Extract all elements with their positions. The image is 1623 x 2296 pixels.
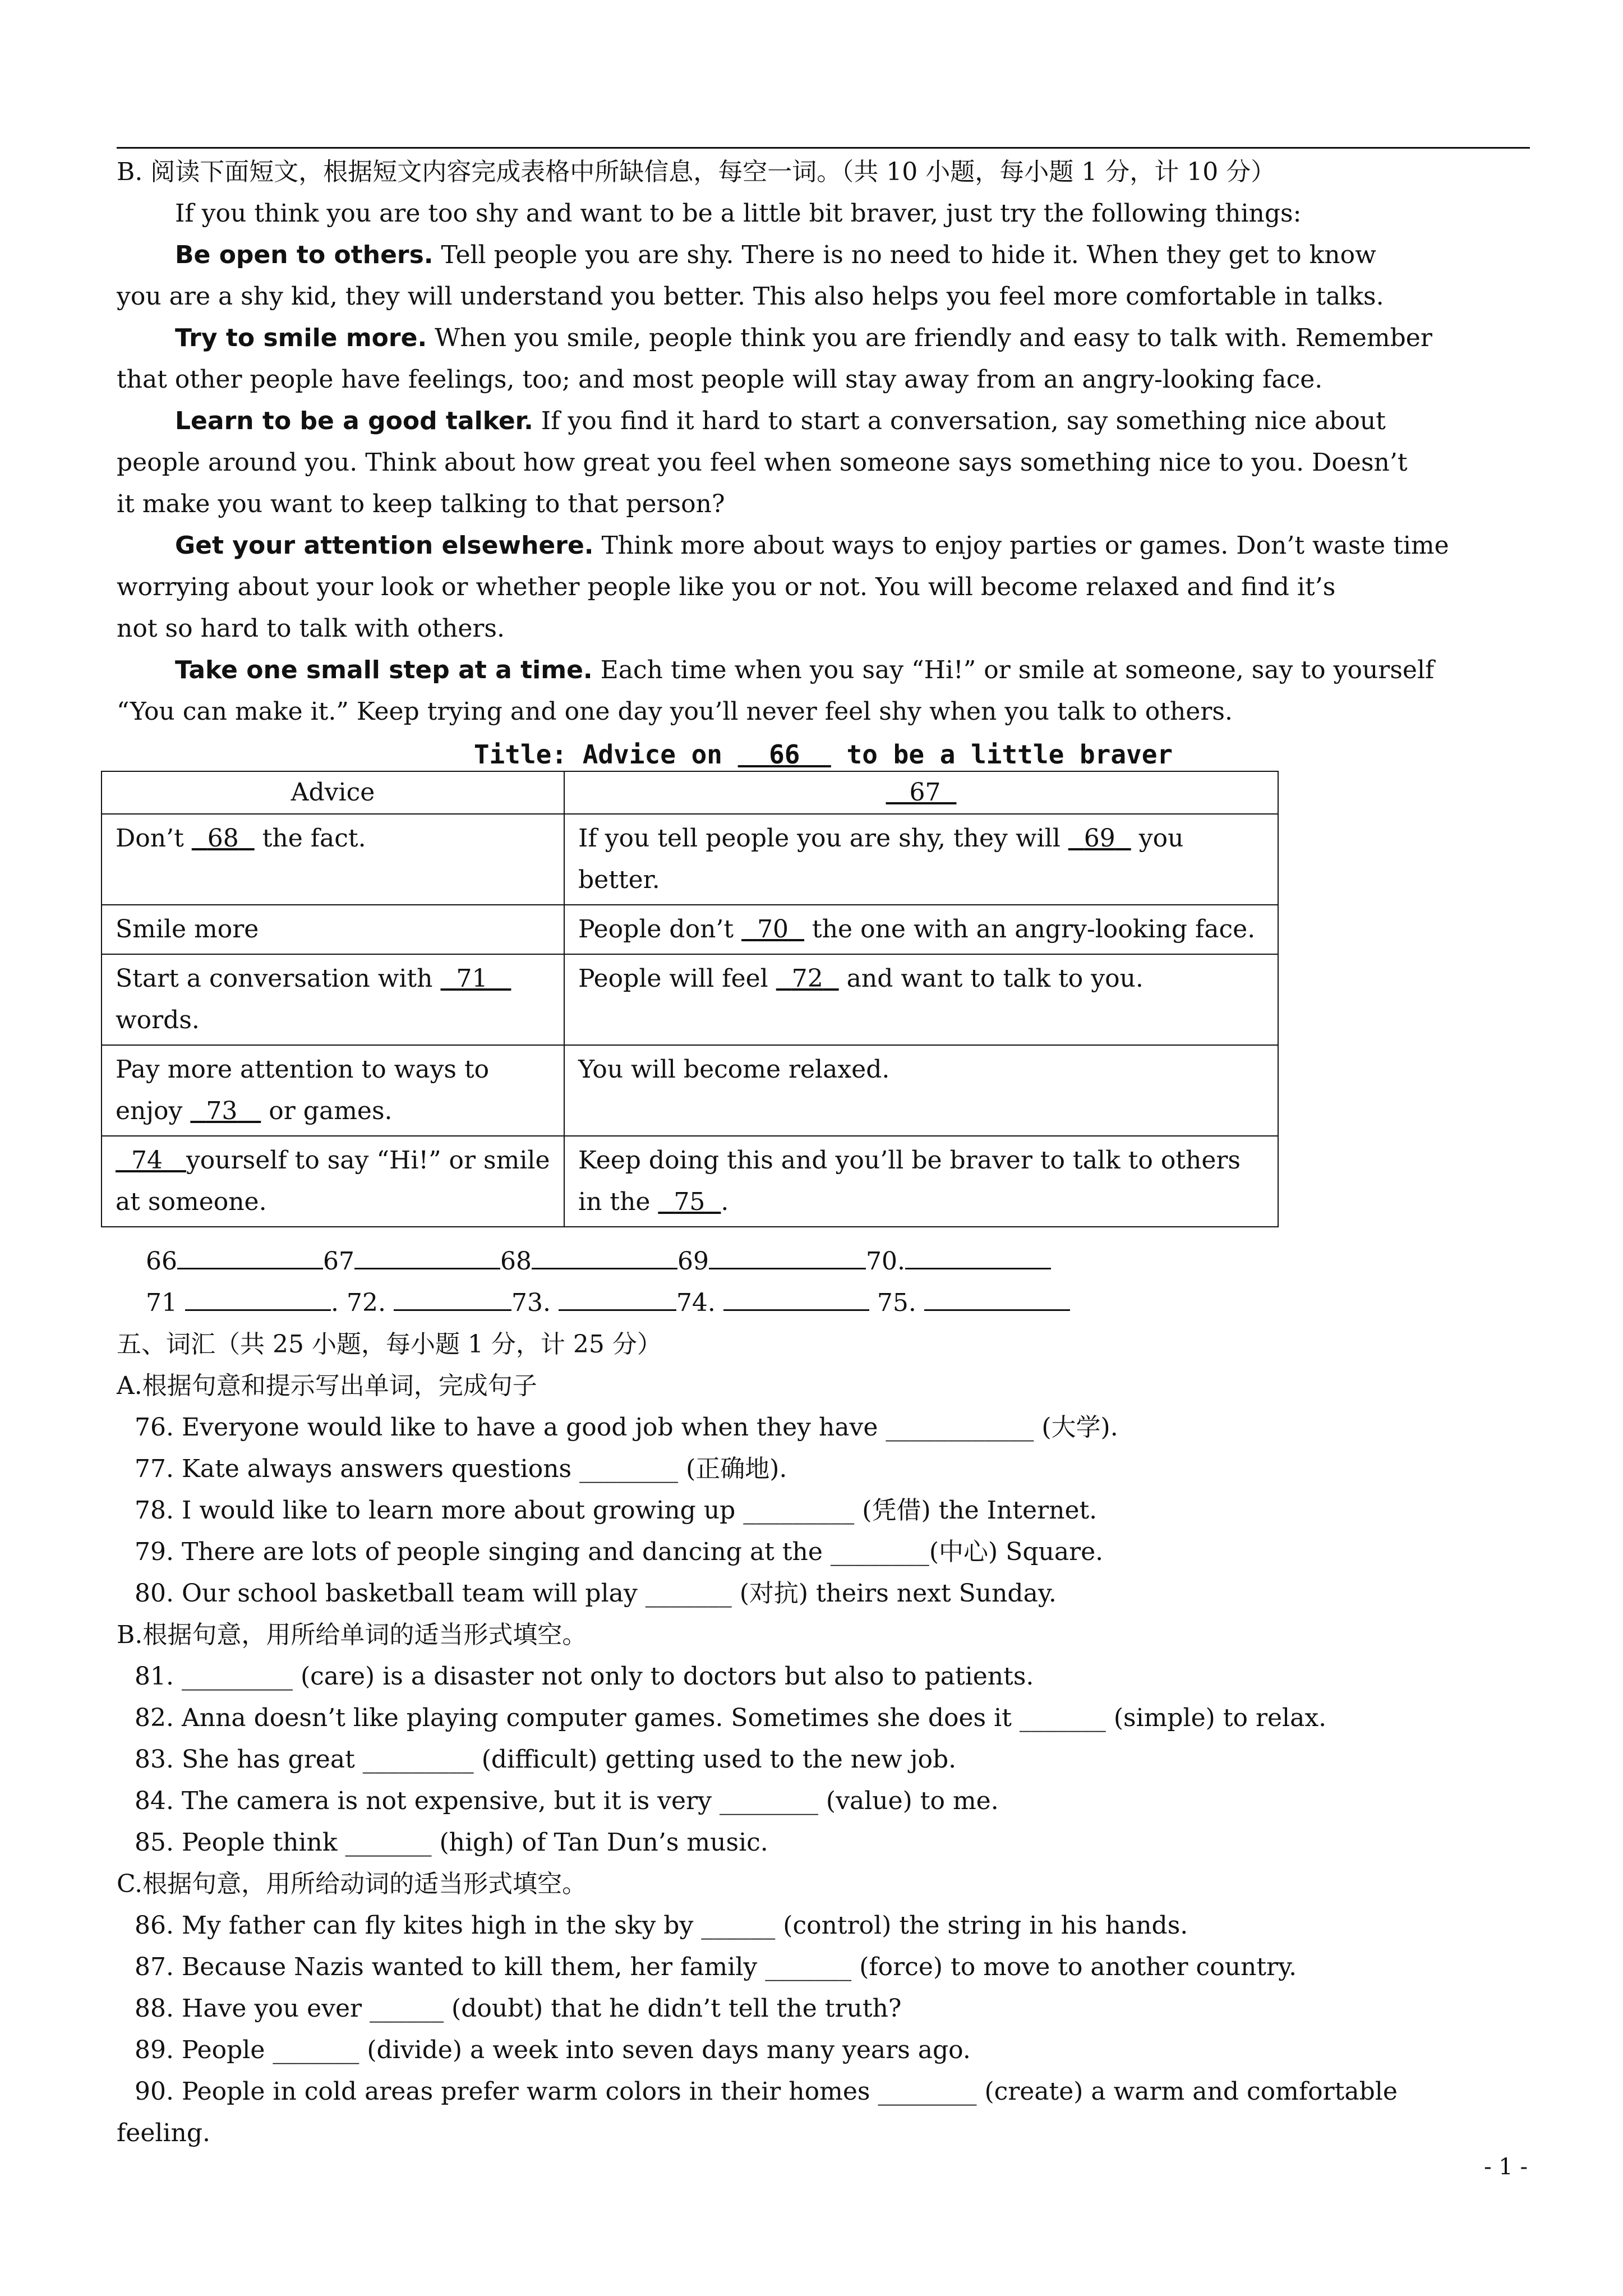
blank-71[interactable]: 71 bbox=[456, 964, 488, 993]
answer-lines-71-75: 71 . 72. 73. 74. 75. bbox=[146, 1282, 1070, 1324]
question-82: 82. Anna doesn’t like playing computer games. Sometimes she does it _______ (simple) to relax. bbox=[135, 1704, 1327, 1732]
result-cell: If you tell people you are shy, they will 69 you better. bbox=[564, 814, 1278, 905]
passage-p5-heading: Take one small step at a time. bbox=[175, 656, 593, 684]
passage-p3-line2: people around you. Think about how great you feel when someone says something nice to you. Doesn’t bbox=[117, 448, 1408, 477]
question-81: 81. _________ (care) is a disaster not only to doctors but also to patients. bbox=[135, 1662, 1034, 1691]
blank-75[interactable]: 75 bbox=[674, 1188, 706, 1216]
passage-p1-heading: Be open to others. bbox=[175, 241, 434, 269]
section5-heading: 五、词汇（共 25 小题，每小题 1 分，计 25 分） bbox=[117, 1330, 662, 1359]
answer-blank-68[interactable] bbox=[532, 1243, 677, 1269]
passage-p1-line2: you are a shy kid, they will understand you better. This also helps you feel more comfortable in talks. bbox=[117, 282, 1384, 311]
header-advice: Advice bbox=[102, 771, 564, 814]
part-c-heading: C.根据句意，用所给动词的适当形式填空。 bbox=[117, 1870, 587, 1898]
question-84: 84. The camera is not expensive, but it is very ________ (value) to me. bbox=[135, 1787, 999, 1815]
question-86: 86. My father can fly kites high in the sky by ______ (control) the string in his hands. bbox=[135, 1911, 1188, 1940]
table-row bbox=[102, 905, 1278, 954]
advice-table bbox=[101, 771, 1279, 1227]
passage-p4-line3: not so hard to talk with others. bbox=[117, 614, 505, 643]
answer-blank-67[interactable] bbox=[354, 1243, 500, 1269]
blank-69[interactable]: 69 bbox=[1083, 824, 1115, 853]
passage-p2-line2: that other people have feelings, too; and most people will stay away from an angry-looking face. bbox=[117, 365, 1323, 394]
advice-cell: Start a conversation with 71 words. bbox=[102, 954, 564, 1045]
question-77: 77. Kate always answers questions ________ (正确地). bbox=[135, 1455, 787, 1483]
passage-p5-line1 bbox=[117, 650, 1588, 691]
question-87: 87. Because Nazis wanted to kill them, her family _______ (force) to move to another country. bbox=[135, 1953, 1297, 1981]
question-85: 85. People think _______ (high) of Tan Dun’s music. bbox=[135, 1828, 768, 1857]
table-title-pre: Title: Advice on bbox=[473, 739, 738, 770]
question-90-continued: feeling. bbox=[117, 2119, 210, 2147]
passage-p4-line1 bbox=[117, 525, 1588, 567]
passage-p5-text: Each time when you say “Hi!” or smile at someone, say to yourself bbox=[592, 656, 1435, 684]
answer-blank-70[interactable] bbox=[905, 1243, 1051, 1269]
passage-p2-heading: Try to smile more. bbox=[175, 324, 427, 352]
answer-lines-66-70: 66 67 68 69 70. bbox=[146, 1241, 1051, 1282]
result-cell: You will become relaxed. bbox=[564, 1045, 1278, 1136]
page-number: - 1 - bbox=[1484, 2154, 1528, 2180]
passage-intro: If you think you are too shy and want to be a little bit braver, just try the following things: bbox=[175, 199, 1302, 228]
header-blank-67[interactable] bbox=[564, 771, 1278, 814]
answer-blank-66[interactable] bbox=[177, 1243, 323, 1269]
question-90: 90. People in cold areas prefer warm colors in their homes ________ (create) a warm and comfortable bbox=[135, 2077, 1398, 2106]
question-78: 78. I would like to learn more about growing up _________ (凭借) the Internet. bbox=[135, 1496, 1098, 1525]
answer-blank-74[interactable] bbox=[723, 1285, 869, 1311]
blank-67-number: 67 bbox=[909, 778, 941, 807]
passage-p3-line3: it make you want to keep talking to that person? bbox=[117, 490, 725, 518]
blank-66-number: 66 bbox=[769, 739, 800, 770]
passage-p3-line1 bbox=[117, 401, 1588, 442]
table-title-post: to be a little braver bbox=[831, 739, 1173, 770]
blank-70[interactable]: 70 bbox=[757, 915, 789, 944]
table-row bbox=[102, 814, 1278, 905]
advice-cell: 74 yourself to say “Hi!” or smile at someone. bbox=[102, 1136, 564, 1227]
table-row bbox=[102, 954, 1278, 1045]
question-80: 80. Our school basketball team will play _______ (对抗) theirs next Sunday. bbox=[135, 1579, 1057, 1608]
answer-blank-75[interactable] bbox=[924, 1285, 1070, 1311]
question-76: 76. Everyone would like to have a good job when they have ____________ (大学). bbox=[135, 1413, 1118, 1442]
table-row bbox=[102, 1136, 1278, 1227]
part-b-heading: B.根据句意，用所给单词的适当形式填空。 bbox=[117, 1621, 587, 1649]
result-cell: People don’t 70 the one with an angry-looking face. bbox=[564, 905, 1278, 954]
passage-p4-text: Think more about ways to enjoy parties or games. Don’t waste time bbox=[593, 531, 1449, 560]
answer-blank-69[interactable] bbox=[709, 1243, 866, 1269]
blank-73[interactable]: 73 bbox=[206, 1097, 238, 1125]
blank-68[interactable]: 68 bbox=[207, 824, 239, 853]
table-title bbox=[117, 734, 1530, 775]
question-88: 88. Have you ever ______ (doubt) that he didn’t tell the truth? bbox=[135, 1994, 902, 2023]
answer-blank-71[interactable] bbox=[185, 1285, 331, 1311]
advice-cell: Smile more bbox=[102, 905, 564, 954]
header-rule bbox=[117, 147, 1530, 149]
blank-72[interactable]: 72 bbox=[791, 964, 823, 993]
passage-p5-line2: “You can make it.” Keep trying and one day you’ll never feel shy when you talk to others. bbox=[117, 697, 1233, 726]
table-header-row bbox=[102, 771, 1278, 814]
passage-p1-text: Tell people you are shy. There is no need to hide it. When they get to know bbox=[433, 241, 1376, 269]
passage-p2-text: When you smile, people think you are friendly and easy to talk with. Remember bbox=[427, 324, 1432, 352]
section-b-heading: B. 阅读下面短文，根据短文内容完成表格中所缺信息，每空一词。（共 10 小题，每小题 1 分，计 10 分） bbox=[117, 158, 1276, 186]
blank-74[interactable]: 74 bbox=[131, 1146, 163, 1175]
question-79: 79. There are lots of people singing and dancing at the ________(中心) Square. bbox=[135, 1538, 1104, 1566]
blank-66[interactable] bbox=[738, 739, 831, 770]
passage-p4-line2: worrying about your look or whether people like you or not. You will become relaxed and find it’s bbox=[117, 573, 1336, 601]
result-cell: People will feel 72 and want to talk to you. bbox=[564, 954, 1278, 1045]
part-a-heading: A.根据句意和提示写出单词，完成句子 bbox=[117, 1372, 537, 1400]
passage-p3-heading: Learn to be a good talker. bbox=[175, 407, 533, 435]
answer-blank-72[interactable] bbox=[394, 1285, 511, 1311]
advice-cell: Pay more attention to ways to enjoy 73 or games. bbox=[102, 1045, 564, 1136]
advice-cell: Don’t 68 the fact. bbox=[102, 814, 564, 905]
table-row bbox=[102, 1045, 1278, 1136]
passage-p3-text: If you find it hard to start a conversation, say something nice about bbox=[533, 407, 1386, 435]
question-83: 83. She has great _________ (difficult) getting used to the new job. bbox=[135, 1745, 957, 1774]
answer-blank-73[interactable] bbox=[559, 1285, 676, 1311]
passage-p2-line1 bbox=[117, 318, 1588, 359]
passage-p1-line1 bbox=[117, 234, 1588, 276]
question-89: 89. People _______ (divide) a week into seven days many years ago. bbox=[135, 2036, 971, 2064]
result-cell: Keep doing this and you’ll be braver to talk to others in the 75 . bbox=[564, 1136, 1278, 1227]
passage-p4-heading: Get your attention elsewhere. bbox=[175, 531, 594, 560]
